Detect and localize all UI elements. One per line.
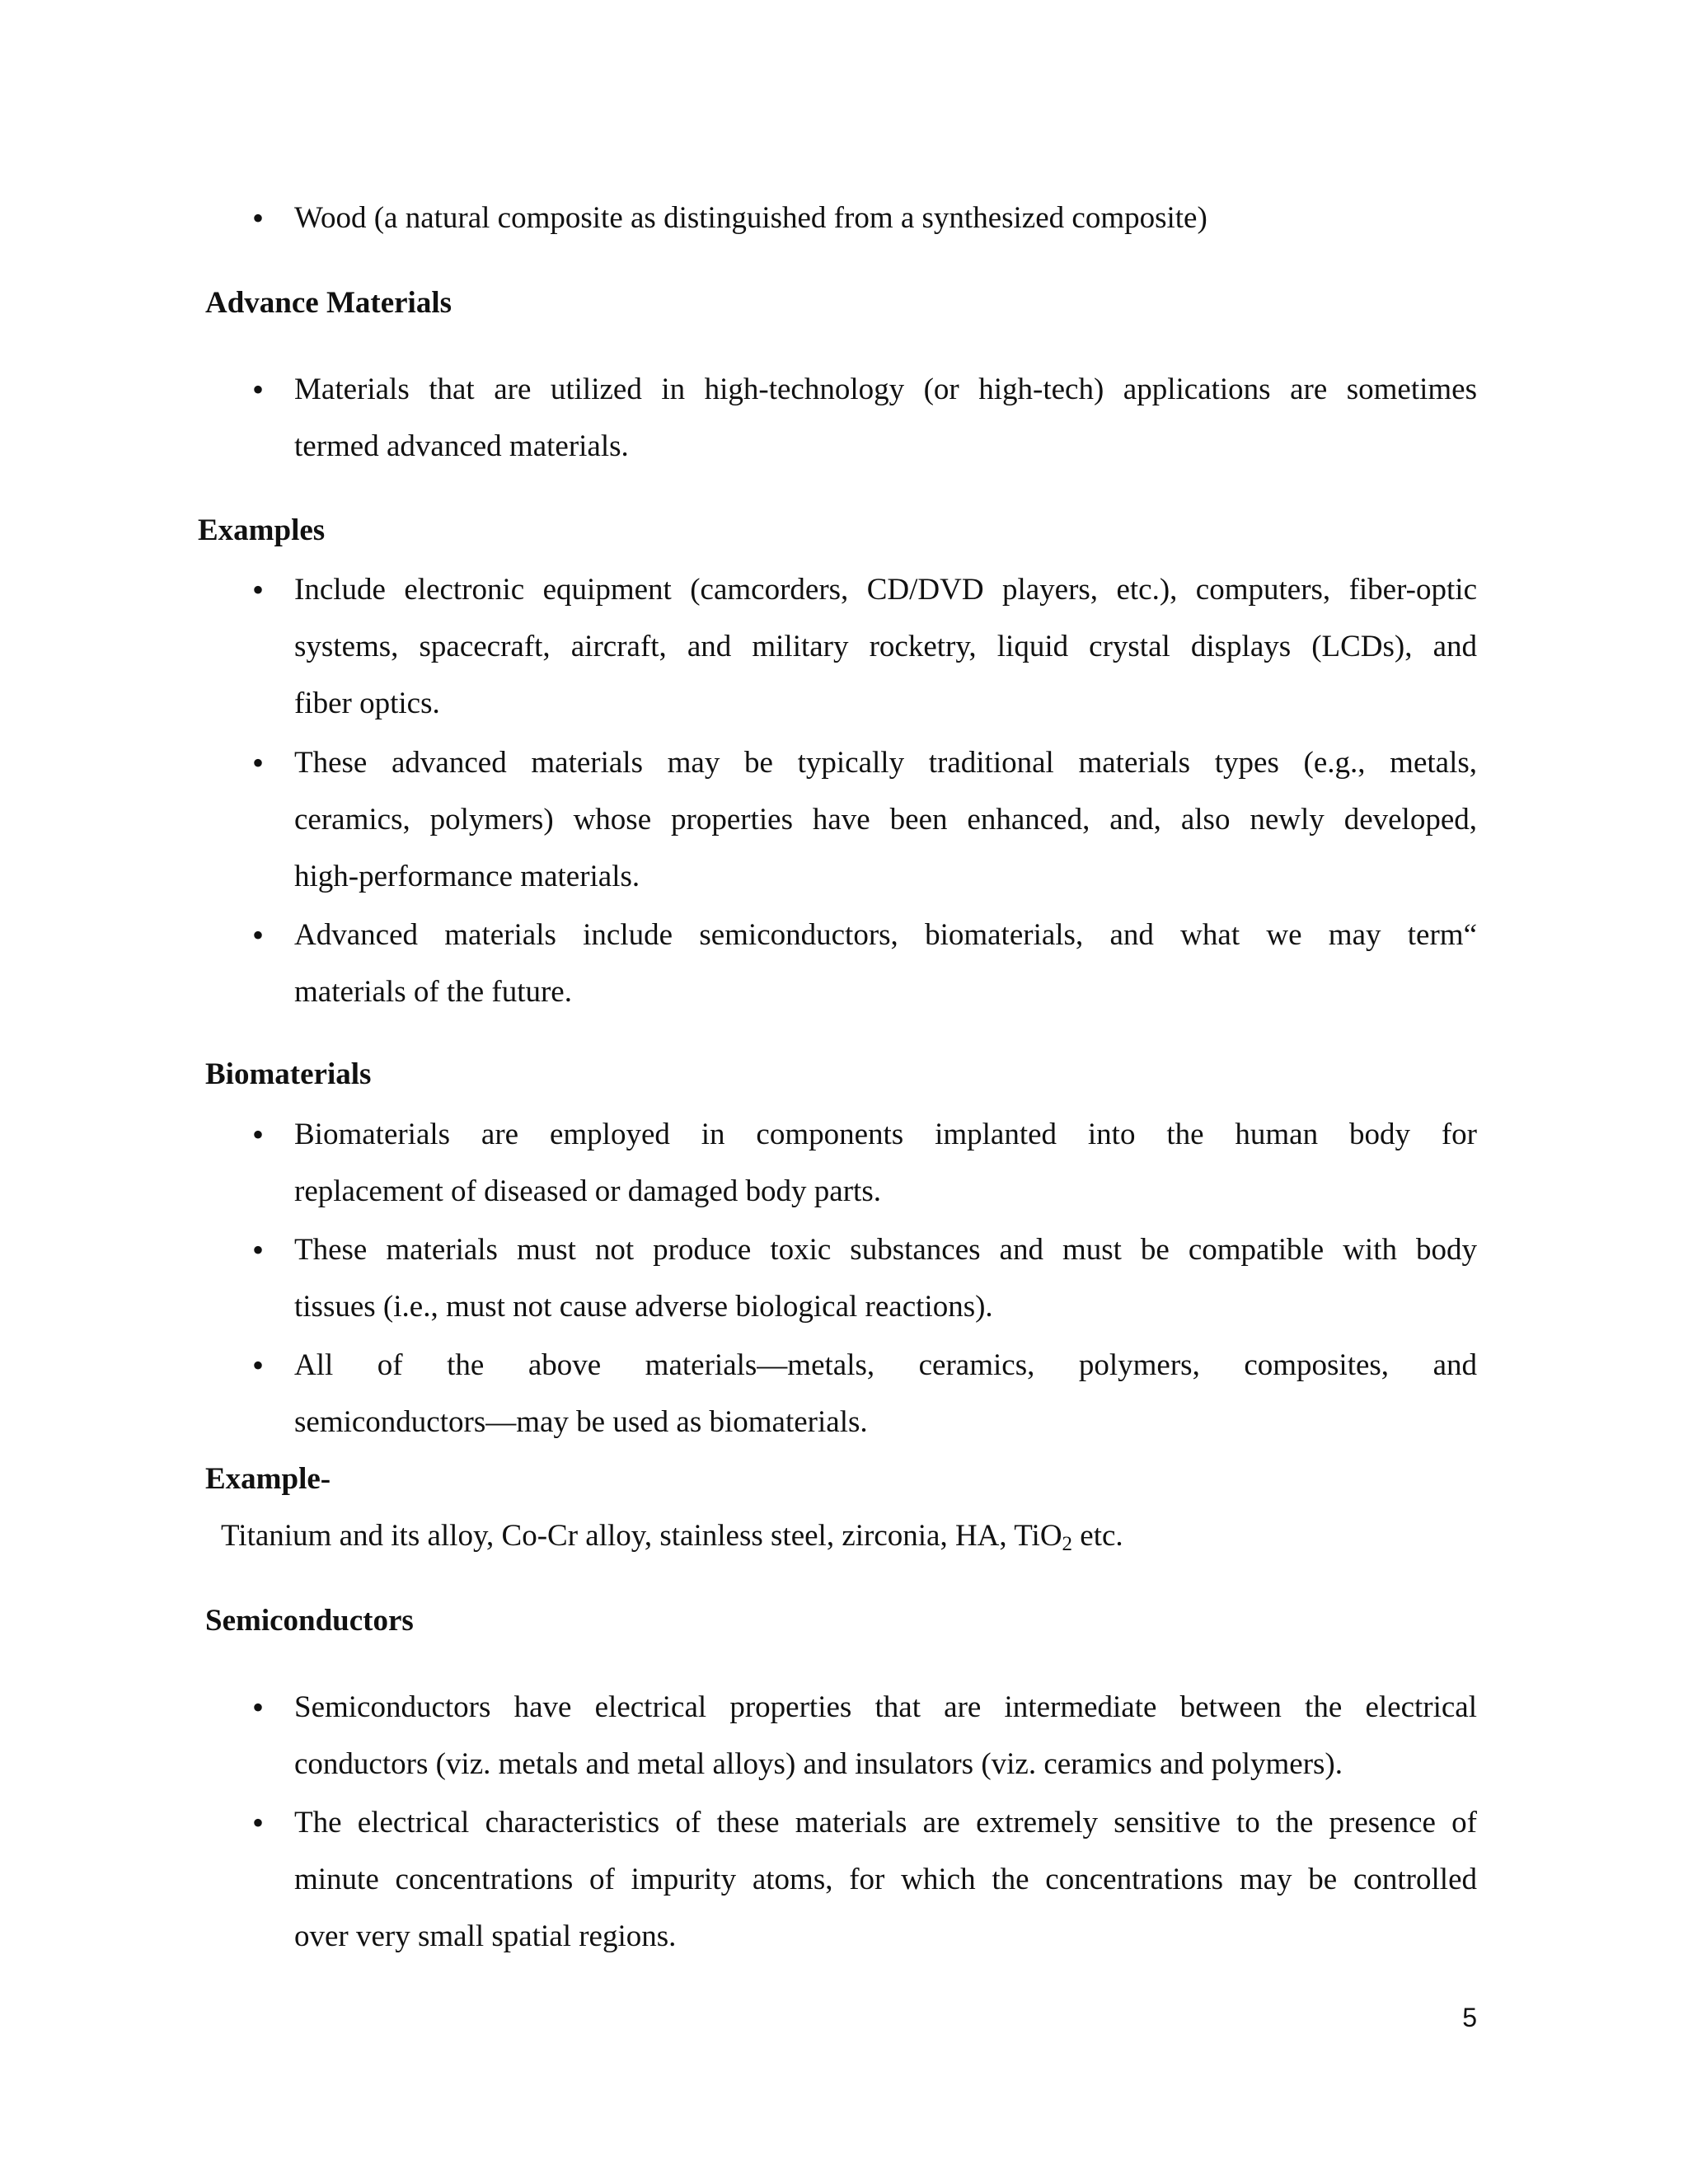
bullet-icon: • bbox=[251, 916, 264, 954]
heading-biomaterials: Biomaterials bbox=[205, 1057, 372, 1091]
examples-item-2-line-3: high-performance materials. bbox=[294, 860, 640, 893]
biomaterials-item-3-line-2: semiconductors—may be used as biomaterials. bbox=[294, 1405, 868, 1439]
heading-advance-materials: Advance Materials bbox=[205, 286, 452, 320]
heading-examples: Examples bbox=[198, 513, 326, 547]
bullet-icon: • bbox=[251, 199, 264, 237]
semiconductors-item-2-line-1: The electrical characteristics of these materials are extremely sensitive to the presence of bbox=[294, 1806, 1477, 1840]
examples-item-3-line-2: materials of the future. bbox=[294, 975, 572, 1009]
biomaterials-example-text: Titanium and its alloy, Co-Cr alloy, stainless steel, zirconia, HA, TiO$_2$ etc. bbox=[221, 1519, 1123, 1555]
heading-semiconductors: Semiconductors bbox=[205, 1604, 414, 1638]
biomaterials-item-2-line-1: These materials must not produce toxic substances and must be compatible with body bbox=[294, 1233, 1477, 1267]
biomaterials-item-3-line-1: All of the above materials—metals, ceramics, polymers, composites, and bbox=[294, 1348, 1477, 1382]
bullet-icon: • bbox=[251, 744, 264, 781]
bullet-icon: • bbox=[251, 1804, 264, 1841]
examples-item-3-line-1: Advanced materials include semiconductors, biomaterials, and what we may term“ bbox=[294, 918, 1477, 952]
bullet-icon: • bbox=[251, 571, 264, 608]
biomaterials-item-1-line-1: Biomaterials are employed in components implanted into the human body for bbox=[294, 1118, 1477, 1151]
semiconductors-item-1-line-2: conductors (viz. metals and metal alloys) and insulators (viz. ceramics and polymers). bbox=[294, 1747, 1343, 1781]
semiconductors-item-1-line-1: Semiconductors have electrical properties that are intermediate between the electrical bbox=[294, 1690, 1477, 1724]
examples-item-2-line-1: These advanced materials may be typically traditional materials types (e.g., metals, bbox=[294, 746, 1477, 780]
examples-item-1-line-3: fiber optics. bbox=[294, 687, 440, 720]
bullet-icon: • bbox=[251, 1116, 264, 1153]
semiconductors-item-2-line-3: over very small spatial regions. bbox=[294, 1919, 677, 1953]
advance-materials-item-1-line-1: Materials that are utilized in high-technology (or high-tech) applications are sometimes bbox=[294, 373, 1477, 406]
wood-item: Wood (a natural composite as distinguished from a synthesized composite) bbox=[294, 201, 1207, 235]
examples-item-2-line-2: ceramics, polymers) whose properties have been enhanced, and, also newly developed, bbox=[294, 803, 1477, 837]
biomaterials-item-1-line-2: replacement of diseased or damaged body parts. bbox=[294, 1174, 881, 1208]
subscript-2: 2 bbox=[1062, 1533, 1073, 1555]
bullet-icon: • bbox=[251, 371, 264, 408]
advance-materials-item-1-line-2: termed advanced materials. bbox=[294, 429, 629, 463]
biomaterials-item-2-line-2: tissues (i.e., must not cause adverse biological reactions). bbox=[294, 1290, 993, 1324]
bullet-icon: • bbox=[251, 1347, 264, 1384]
examples-item-1-line-2: systems, spacecraft, aircraft, and military rocketry, liquid crystal displays (LCDs), and bbox=[294, 630, 1477, 663]
bullet-icon: • bbox=[251, 1689, 264, 1726]
bullet-icon: • bbox=[251, 1231, 264, 1268]
heading-example: Example- bbox=[205, 1462, 331, 1496]
examples-item-1-line-1: Include electronic equipment (camcorders, CD/DVD players, etc.), computers, fiber-optic bbox=[294, 573, 1477, 607]
page-number: 5 bbox=[1462, 2003, 1477, 2032]
semiconductors-item-2-line-2: minute concentrations of impurity atoms, for which the concentrations may be controlled bbox=[294, 1863, 1477, 1896]
